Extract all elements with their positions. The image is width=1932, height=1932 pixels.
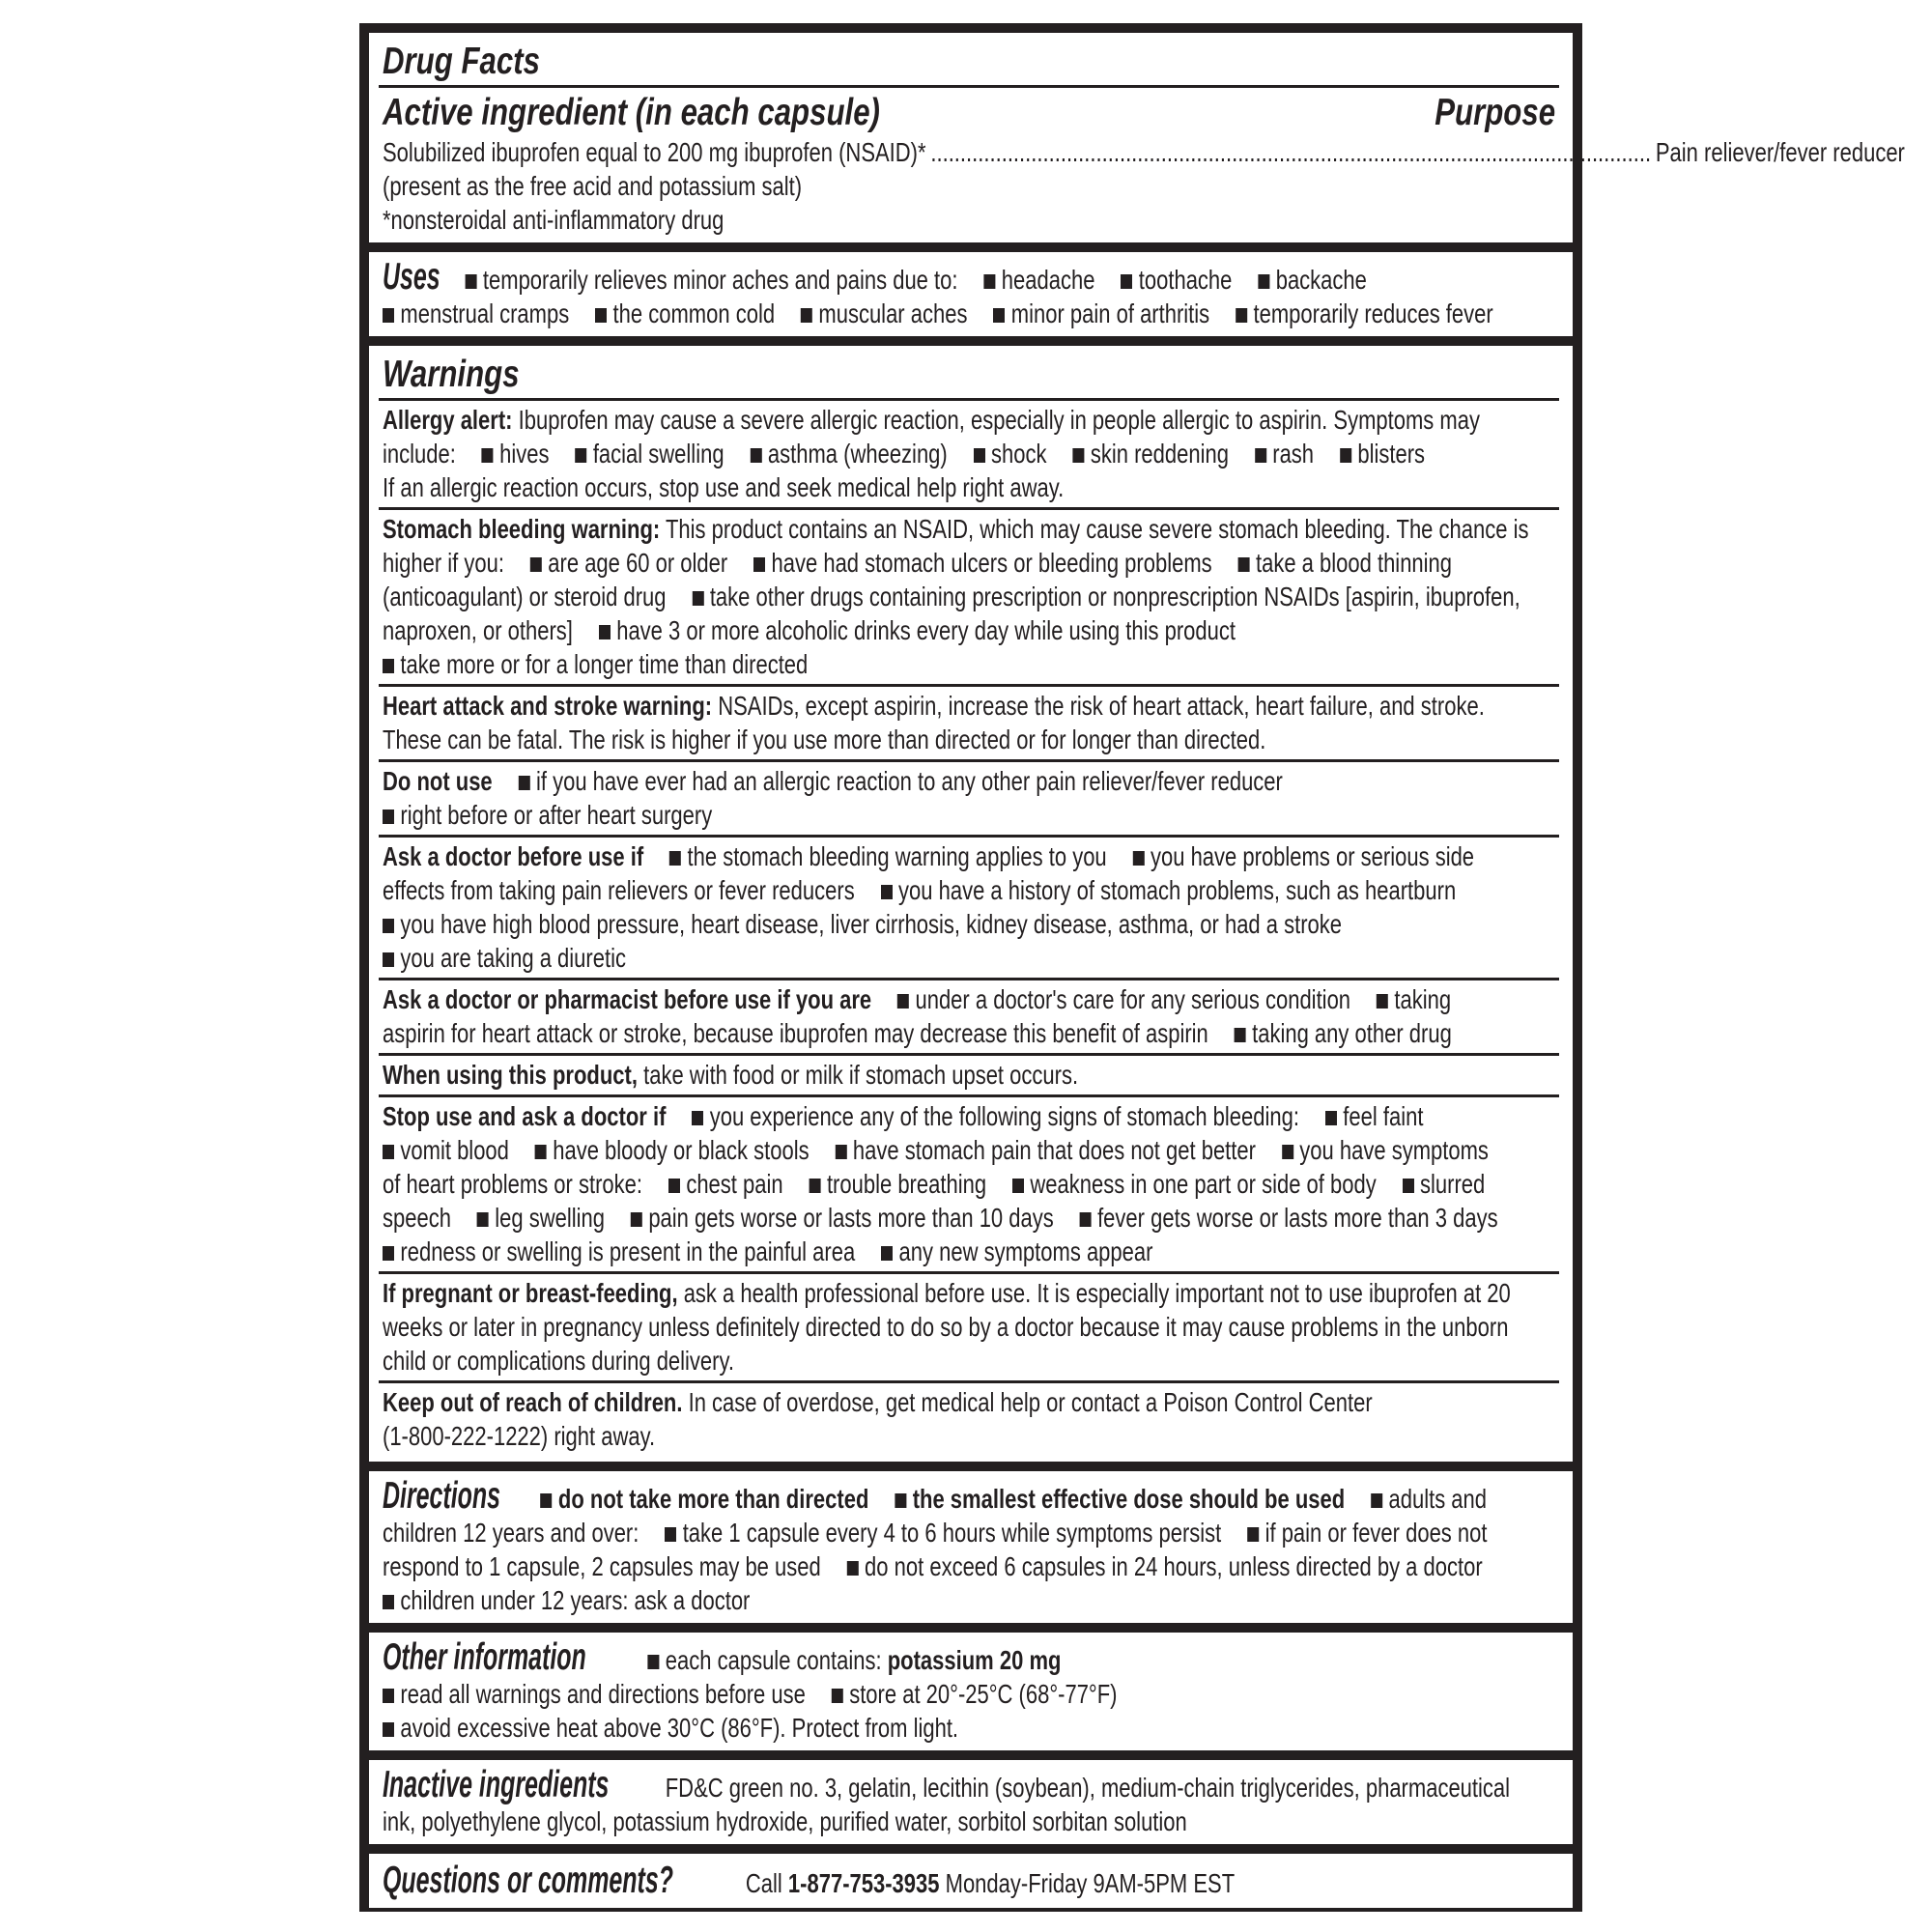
active-ingredient-note: (present as the free acid and potassium salt) <box>383 171 803 202</box>
stop-use-item: speech <box>383 1202 451 1233</box>
direction-item: adults and <box>1388 1483 1488 1514</box>
stop-use-item: vomit blood <box>400 1134 509 1165</box>
bullet-icon <box>993 308 1005 323</box>
ask-doctor-item: you are taking a diuretic <box>400 942 626 973</box>
bullet-icon <box>466 274 477 289</box>
bullet-icon <box>1235 1028 1246 1042</box>
allergy-item: blisters <box>1357 438 1426 469</box>
allergy-item: shock <box>991 438 1047 469</box>
stomach-item: have 3 or more alcoholic drinks every day while using this product <box>616 614 1236 645</box>
direction-item: children under 12 years: ask a doctor <box>400 1584 751 1615</box>
bullet-icon <box>477 1212 489 1227</box>
dot-leader: .......................................................................................................................... <box>930 137 1652 168</box>
bullet-icon <box>631 1212 642 1227</box>
stop-use-item: slurred <box>1420 1168 1486 1199</box>
ask-doctor-item: you have problems or serious side <box>1150 840 1475 871</box>
ask-pharmacist <box>379 978 1559 1053</box>
when-using-title: When using this product, <box>383 1059 638 1090</box>
stop-use-item: trouble breathing <box>826 1168 987 1199</box>
uses-intro: temporarily relieves minor aches and pains due to: <box>482 265 958 296</box>
stop-use-item: have bloody or black stools <box>553 1134 810 1165</box>
drug-facts-title: Drug Facts <box>383 41 540 82</box>
drug-facts-label <box>359 23 1905 1912</box>
direction-item: respond to 1 capsule, 2 capsules may be used <box>383 1550 821 1581</box>
bullet-icon <box>832 1689 843 1703</box>
direction-item: do not exceed 6 capsules in 24 hours, unless directed by a doctor <box>865 1550 1483 1581</box>
allergy-item: skin reddening <box>1090 438 1229 469</box>
stop-use-item: you experience any of the following signs of stomach bleeding: <box>709 1100 1299 1131</box>
ask-doctor-item: the stomach bleeding warning applies to you <box>687 840 1107 871</box>
bullet-icon <box>1133 851 1145 866</box>
phone-number[interactable]: 1-877-753-3935 <box>787 1867 940 1898</box>
other-item: store at 20°-25°C (68°-77°F) <box>849 1678 1118 1709</box>
bullet-icon <box>1371 1493 1382 1508</box>
allergy-text: Ibuprofen may cause a severe allergic reaction, especially in people allergic to aspirin. Symptoms may <box>518 404 1480 435</box>
do-not-use-item: right before or after heart surgery <box>400 799 713 830</box>
uses-line-2 <box>383 297 1555 330</box>
bullet-icon <box>383 952 394 967</box>
bullet-icon <box>383 1595 394 1609</box>
allergy-item: hives <box>499 438 550 469</box>
bullet-icon <box>383 1689 394 1703</box>
allergy-item: asthma (wheezing) <box>767 438 948 469</box>
do-not-use <box>379 759 1559 835</box>
use-item: the common cold <box>612 298 776 329</box>
bullet-icon <box>1377 994 1388 1009</box>
inactive-ingredients-heading: Inactive ingredients <box>383 1763 610 1805</box>
title-rule <box>379 85 1559 88</box>
bullet-icon <box>383 1722 394 1737</box>
warnings-heading: Warnings <box>383 354 520 396</box>
bullet-icon <box>383 308 394 323</box>
other-information-section <box>369 1633 1573 1750</box>
bullet-icon <box>1238 557 1250 572</box>
bullet-icon <box>1403 1179 1414 1193</box>
bullet-icon <box>647 1655 659 1669</box>
bullet-icon <box>895 1493 906 1508</box>
use-item: headache <box>1001 265 1095 296</box>
bullet-icon <box>482 448 494 463</box>
direction-item: take 1 capsule every 4 to 6 hours while symptoms persist <box>682 1517 1222 1548</box>
pregnancy-warning <box>379 1271 1559 1380</box>
bullet-icon <box>383 1246 394 1261</box>
use-item: temporarily reduces fever <box>1253 298 1493 329</box>
ask-doctor-item: you have high blood pressure, heart disease, liver cirrhosis, kidney disease, asthma, or had a stroke <box>400 908 1343 939</box>
inactive-ingredients-section <box>369 1760 1573 1844</box>
bullet-icon <box>847 1561 859 1576</box>
ask-doctor-item: effects from taking pain relievers or fever reducers <box>383 874 855 905</box>
bullet-icon <box>530 557 542 572</box>
stomach-text: This product contains an NSAID, which may cause severe stomach bleeding. The chance is <box>665 513 1529 544</box>
bullet-icon <box>383 659 394 673</box>
ask-doctor <box>379 835 1559 978</box>
pregnancy-text: child or complications during delivery. <box>383 1345 734 1376</box>
stomach-item: have had stomach ulcers or bleeding problems <box>771 547 1212 578</box>
bullet-icon <box>668 1179 680 1193</box>
bullet-icon <box>535 1145 547 1159</box>
purpose-heading: Purpose <box>1435 91 1555 133</box>
allergy-alert <box>379 398 1559 507</box>
bullet-icon <box>692 591 703 606</box>
direction-item: the smallest effective dose should be used <box>912 1483 1346 1514</box>
direction-item: children 12 years and over: <box>383 1517 639 1548</box>
stomach-item: (anticoagulant) or steroid drug <box>383 581 667 611</box>
use-item: menstrual cramps <box>400 298 570 329</box>
stop-use-item: you have symptoms <box>1299 1134 1489 1165</box>
ask-pharmacist-item: taking any other drug <box>1252 1017 1452 1048</box>
other-information-heading: Other information <box>383 1635 586 1678</box>
bullet-icon <box>750 448 761 463</box>
stop-use-item: fever gets worse or lasts more than 3 days <box>1097 1202 1498 1233</box>
bullet-icon <box>1012 1179 1024 1193</box>
bullet-icon <box>383 810 394 824</box>
bullet-icon <box>383 1145 394 1159</box>
inactive-ingredients-text: FD&C green no. 3, gelatin, lecithin (soybean), medium-chain triglycerides, pharmaceutical <box>665 1772 1511 1803</box>
stop-use-item: redness or swelling is present in the painful area <box>400 1236 856 1266</box>
bullet-icon <box>836 1145 847 1159</box>
heart-text: NSAIDs, except aspirin, increase the risk of heart attack, heart failure, and stroke. <box>718 690 1485 721</box>
purpose-value: Pain reliever/fever reducer <box>1655 137 1905 168</box>
stop-use-item: leg swelling <box>495 1202 605 1233</box>
questions-call: Call <box>745 1867 782 1898</box>
bullet-icon <box>599 625 611 639</box>
stop-use-item: have stomach pain that does not get better <box>852 1134 1256 1165</box>
bullet-icon <box>881 885 893 899</box>
bullet-icon <box>1255 448 1266 463</box>
uses-section <box>369 252 1573 336</box>
bullet-icon <box>753 557 765 572</box>
other-item: avoid excessive heat above 30°C (86°F). Protect from light. <box>400 1712 959 1743</box>
ask-doctor-item: you have a history of stomach problems, such as heartburn <box>898 874 1457 905</box>
use-item: muscular aches <box>818 298 968 329</box>
bullet-icon <box>881 1246 893 1261</box>
bullet-icon <box>1340 448 1351 463</box>
uses-line-1 <box>383 258 1555 297</box>
stomach-item: naproxen, or others] <box>383 614 573 645</box>
do-not-use-title: Do not use <box>383 765 493 796</box>
allergy-action: If an allergic reaction occurs, stop use and seek medical help right away. <box>383 471 1065 502</box>
active-ingredient-line <box>383 135 1905 169</box>
allergy-item: facial swelling <box>592 438 724 469</box>
poison-control-text: (1-800-222-1222) right away. <box>383 1420 656 1451</box>
potassium-amount: potassium 20 mg <box>887 1644 1062 1675</box>
bullet-icon <box>801 308 812 323</box>
use-item: minor pain of arthritis <box>1010 298 1210 329</box>
allergy-item: rash <box>1272 438 1315 469</box>
questions-hours: Monday-Friday 9AM-5PM EST <box>945 1867 1236 1898</box>
children-title: Keep out of reach of children. <box>383 1386 683 1417</box>
questions-heading: Questions or comments? <box>383 1859 673 1901</box>
pregnancy-title: If pregnant or breast-feeding, <box>383 1277 678 1308</box>
other-item: read all warnings and directions before use <box>400 1678 806 1709</box>
stomach-item: are age 60 or older <box>548 547 728 578</box>
bullet-icon <box>383 919 394 933</box>
allergy-include: include: <box>383 438 456 469</box>
bullet-icon <box>1247 1527 1259 1542</box>
heart-stroke-warning <box>379 684 1559 759</box>
stomach-bleeding-warning <box>379 507 1559 684</box>
other-item: each capsule contains: <box>665 1644 882 1675</box>
stomach-higher-if: higher if you: <box>383 547 504 578</box>
inactive-ingredients-text: ink, polyethylene glycol, potassium hydroxide, purified water, sorbitol sorbitan solution <box>383 1805 1187 1836</box>
when-using <box>379 1053 1559 1094</box>
nsaid-footnote: *nonsteroidal anti-inflammatory drug <box>383 205 724 236</box>
children-text: In case of overdose, get medical help or contact a Poison Control Center <box>688 1386 1373 1417</box>
use-item: toothache <box>1138 265 1233 296</box>
bullet-icon <box>1072 448 1084 463</box>
stop-use-item: of heart problems or stroke: <box>383 1168 643 1199</box>
bullet-icon <box>1325 1111 1337 1125</box>
active-ingredient-name: Solubilized ibuprofen equal to 200 mg ibuprofen (NSAID)* <box>383 137 926 168</box>
stop-use <box>379 1094 1559 1271</box>
stop-use-item: pain gets worse or lasts more than 10 days <box>648 1202 1054 1233</box>
bullet-icon <box>983 274 995 289</box>
bullet-icon <box>595 308 607 323</box>
bullet-icon <box>1121 274 1132 289</box>
directions-section <box>369 1471 1573 1623</box>
bullet-icon <box>1236 308 1247 323</box>
directions-heading: Directions <box>383 1474 501 1517</box>
questions-section <box>369 1854 1573 1908</box>
heart-warning-title: Heart attack and stroke warning: <box>383 690 713 721</box>
pregnancy-text: ask a health professional before use. It is especially important not to use ibuprofen at 20 <box>683 1277 1511 1308</box>
ask-pharmacist-title: Ask a doctor or pharmacist before use if you are <box>383 983 872 1014</box>
bullet-icon <box>519 776 530 790</box>
stomach-item: take a blood thinning <box>1255 547 1453 578</box>
stop-use-item: weakness in one part or side of body <box>1030 1168 1377 1199</box>
bullet-icon <box>1258 274 1269 289</box>
bullet-icon <box>1282 1145 1293 1159</box>
bullet-icon <box>1080 1212 1092 1227</box>
direction-item: do not take more than directed <box>557 1483 869 1514</box>
bullet-icon <box>810 1179 821 1193</box>
stomach-item: take other drugs containing prescription or nonprescription NSAIDs [aspirin, ibuprofen, <box>709 581 1520 611</box>
ask-doctor-title: Ask a doctor before use if <box>383 840 644 871</box>
pregnancy-text: weeks or later in pregnancy unless definitely directed to do so by a doctor because it may cause problems in the unborn <box>383 1311 1509 1342</box>
bullet-icon <box>540 1493 552 1508</box>
stomach-warning-title: Stomach bleeding warning: <box>383 513 661 544</box>
bullet-icon <box>692 1111 703 1125</box>
active-ingredient-heading: Active ingredient (in each capsule) <box>383 91 880 133</box>
active-ingredient-section <box>369 33 1905 242</box>
stomach-item: take more or for a longer time than directed <box>400 648 809 679</box>
stop-use-item: any new symptoms appear <box>898 1236 1153 1266</box>
bullet-icon <box>974 448 985 463</box>
ask-pharmacist-item: under a doctor's care for any serious condition <box>915 983 1351 1014</box>
direction-item: if pain or fever does not <box>1264 1517 1488 1548</box>
stop-use-item: feel faint <box>1343 1100 1424 1131</box>
allergy-alert-title: Allergy alert: <box>383 404 513 435</box>
uses-heading: Uses <box>383 256 440 298</box>
bullet-icon <box>665 1527 676 1542</box>
bullet-icon <box>669 851 681 866</box>
ask-pharmacist-item: taking <box>1394 983 1452 1014</box>
do-not-use-item: if you have ever had an allergic reaction to any other pain reliever/fever reducer <box>535 765 1283 796</box>
bullet-icon <box>897 994 909 1009</box>
heart-text: These can be fatal. The risk is higher if you use more than directed or for longer than directed. <box>383 724 1266 754</box>
stop-use-item: chest pain <box>686 1168 783 1199</box>
stop-use-title: Stop use and ask a doctor if <box>383 1100 667 1131</box>
use-item: backache <box>1275 265 1367 296</box>
ask-pharmacist-item: aspirin for heart attack or stroke, because ibuprofen may decrease this benefit of aspirin <box>383 1017 1208 1048</box>
when-using-text: take with food or milk if stomach upset occurs. <box>643 1059 1079 1090</box>
keep-out-of-reach <box>379 1380 1559 1456</box>
warnings-section <box>369 346 1573 1462</box>
bullet-icon <box>575 448 586 463</box>
